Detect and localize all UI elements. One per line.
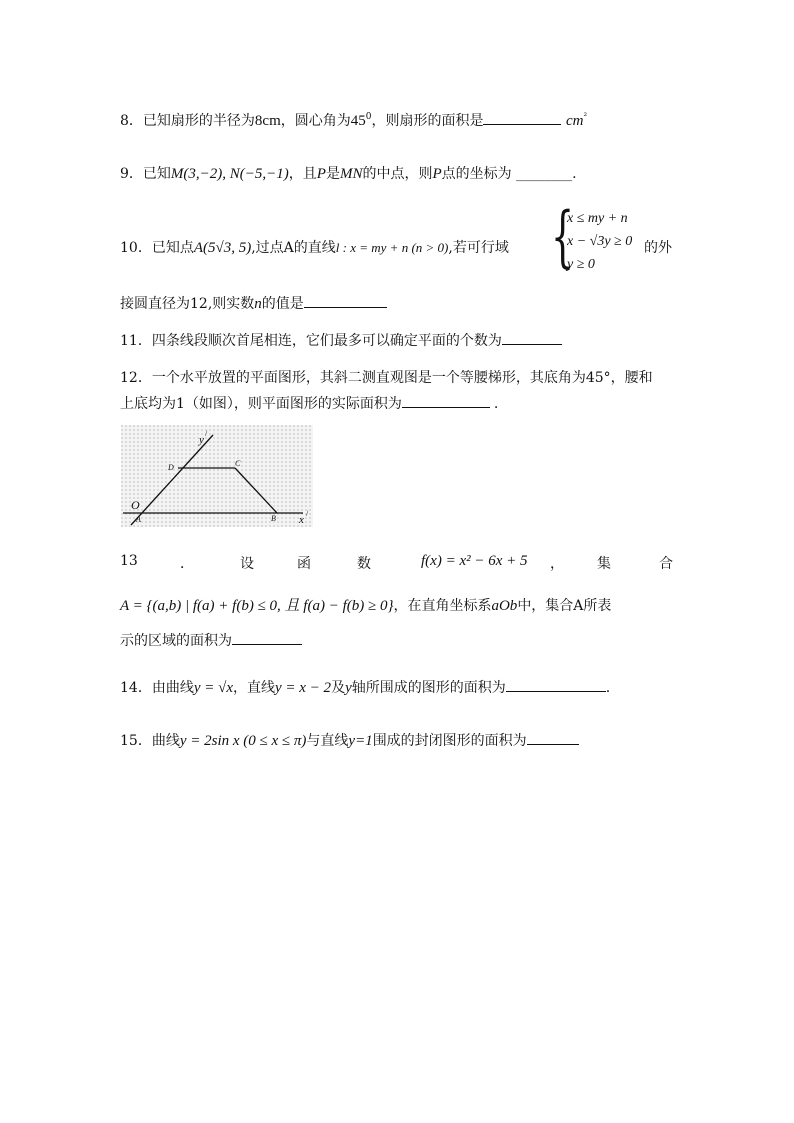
question-8 (120, 110, 587, 130)
question-13-line-1 (0, 553, 794, 575)
q10-mid1: ,过点A的直线 (251, 240, 336, 256)
q12-line2: 上底均为1（如图），则平面图形的实际面积为 (120, 396, 402, 412)
question-12-line-1: 12．一个水平放置的平面图形，其斜二测直观图是一个等腰梯形，其底角为45°，腰和 (120, 370, 653, 386)
q10-point: A(5√3, 5) (193, 240, 252, 256)
q14-mid1: ，直线 (233, 680, 275, 696)
q8-unit-sup: ² (583, 112, 588, 122)
question-15 (120, 730, 579, 750)
label-y-prime: / (205, 429, 208, 438)
q10-answer-blank[interactable] (304, 293, 387, 308)
q12-answer-blank[interactable] (402, 393, 490, 408)
q8-prefix: 8．已知扇形的半径为 (120, 113, 255, 129)
q13-aob: aOb (491, 598, 518, 614)
q9-suffix: 点的坐标为 (441, 166, 512, 182)
q13-word-3: 数 (357, 556, 371, 572)
q9-end: . (572, 166, 577, 182)
q13-comma: ， (550, 556, 564, 572)
question-9 (120, 163, 577, 183)
q13-suffix: 中，集合A所表 (517, 598, 612, 614)
q14-suffix: 轴所围成的图形的面积为 (351, 680, 506, 696)
q13-mid: ，在直角坐标系 (393, 598, 492, 614)
q13-set: A = {(a,b) | f(a) + f(b) ≤ 0, 且 f(a) − f(b) ≥ 0} (120, 598, 394, 614)
trapezoid-figure (121, 425, 313, 527)
figure-background (121, 425, 313, 527)
question-10 (120, 237, 509, 257)
q14-curve: y = √x (193, 680, 233, 696)
q10-mid2: ,若可行域 (448, 240, 509, 256)
q14-line: y = x − 2 (275, 680, 332, 696)
q9-mn: MN (339, 166, 363, 182)
q8-radius: 8cm (254, 113, 281, 129)
q13-word-4: 集 (597, 556, 611, 572)
q10-system-brace: { (551, 198, 575, 275)
label-a: A (136, 515, 141, 524)
q9-prefix: 9．已知 (120, 166, 171, 182)
q10-constraint-2: x − √3y ≥ 0 (567, 234, 633, 249)
q10-line: l : x = my + n (n > 0) (335, 240, 449, 255)
q13-word-5: 合 (659, 556, 673, 572)
q10-line-2 (120, 293, 387, 313)
label-x-prime: / (306, 509, 309, 518)
q15-curve: y = 2sin x (0 ≤ x ≤ π) (179, 733, 307, 749)
q8-degree: 0 (365, 112, 372, 122)
q10-n: n (254, 296, 262, 312)
label-o: O (131, 498, 140, 512)
q9-p1: P (316, 166, 326, 182)
q8-angle: 45 (350, 113, 366, 129)
q14-answer-blank[interactable] (506, 677, 606, 692)
q14-end: . (605, 680, 611, 696)
question-13-line-2 (120, 594, 611, 615)
label-b: B (271, 514, 276, 523)
q15-prefix: 15．曲线 (120, 733, 180, 749)
q9-mid1: ，且 (288, 166, 317, 182)
label-c: C (235, 459, 241, 468)
q9-mid3: 的中点，则 (362, 166, 433, 182)
q10-line2-prefix: 接圆直径为12,则实数 (120, 296, 255, 312)
q15-mid1: 与直线 (306, 733, 349, 749)
q14-y: y (345, 680, 352, 696)
question-11 (120, 330, 562, 350)
q8-mid: ，圆心角为 (280, 113, 351, 129)
q9-answer-blank[interactable]: ________ (516, 166, 573, 182)
q10-prefix: 10．已知点 (120, 240, 194, 256)
q9-points: M(3,−2), N(−5,−1) (170, 166, 289, 182)
q12-end: . (493, 396, 499, 412)
q10-constraint-3: y ≥ 0 (567, 257, 595, 272)
q15-answer-blank[interactable] (527, 730, 579, 745)
q14-prefix: 14．由曲线 (120, 680, 194, 696)
q9-mid2: 是 (325, 166, 340, 182)
q15-suffix: 围成的封闭图形的面积为 (372, 733, 527, 749)
label-y: y (199, 434, 204, 446)
question-14 (120, 677, 610, 697)
q13-line3: 示的区域的面积为 (120, 633, 232, 649)
q10-line2-suffix: 的值是 (261, 296, 304, 312)
q11-text: 11．四条线段顺次首尾相连，它们最多可以确定平面的个数为 (120, 333, 502, 349)
q13-dot: ． (180, 556, 194, 572)
q13-function: f(x) = x² − 6x + 5 (421, 553, 528, 569)
q13-answer-blank[interactable] (232, 630, 302, 645)
q8-unit: cm (565, 113, 584, 129)
q10-constraint-system (567, 207, 632, 276)
q15-line: y=1 (348, 733, 373, 749)
q8-answer-blank[interactable] (483, 110, 561, 125)
q13-word-2: 函 (297, 556, 311, 572)
question-13-line-3 (120, 630, 302, 650)
q13-number: 13 (120, 553, 138, 569)
q14-mid2: 及 (331, 680, 346, 696)
q10-suffix: 的外 (644, 240, 672, 256)
label-d: D (168, 463, 174, 472)
q11-answer-blank[interactable] (502, 330, 562, 345)
q8-suffix: ，则扇形的面积是 (371, 113, 484, 129)
question-12-line-2 (120, 393, 498, 413)
label-x: x (299, 514, 304, 526)
q9-p2: P (432, 166, 442, 182)
q10-constraint-1: x ≤ my + n (567, 211, 628, 226)
q13-word-1: 设 (240, 556, 254, 572)
